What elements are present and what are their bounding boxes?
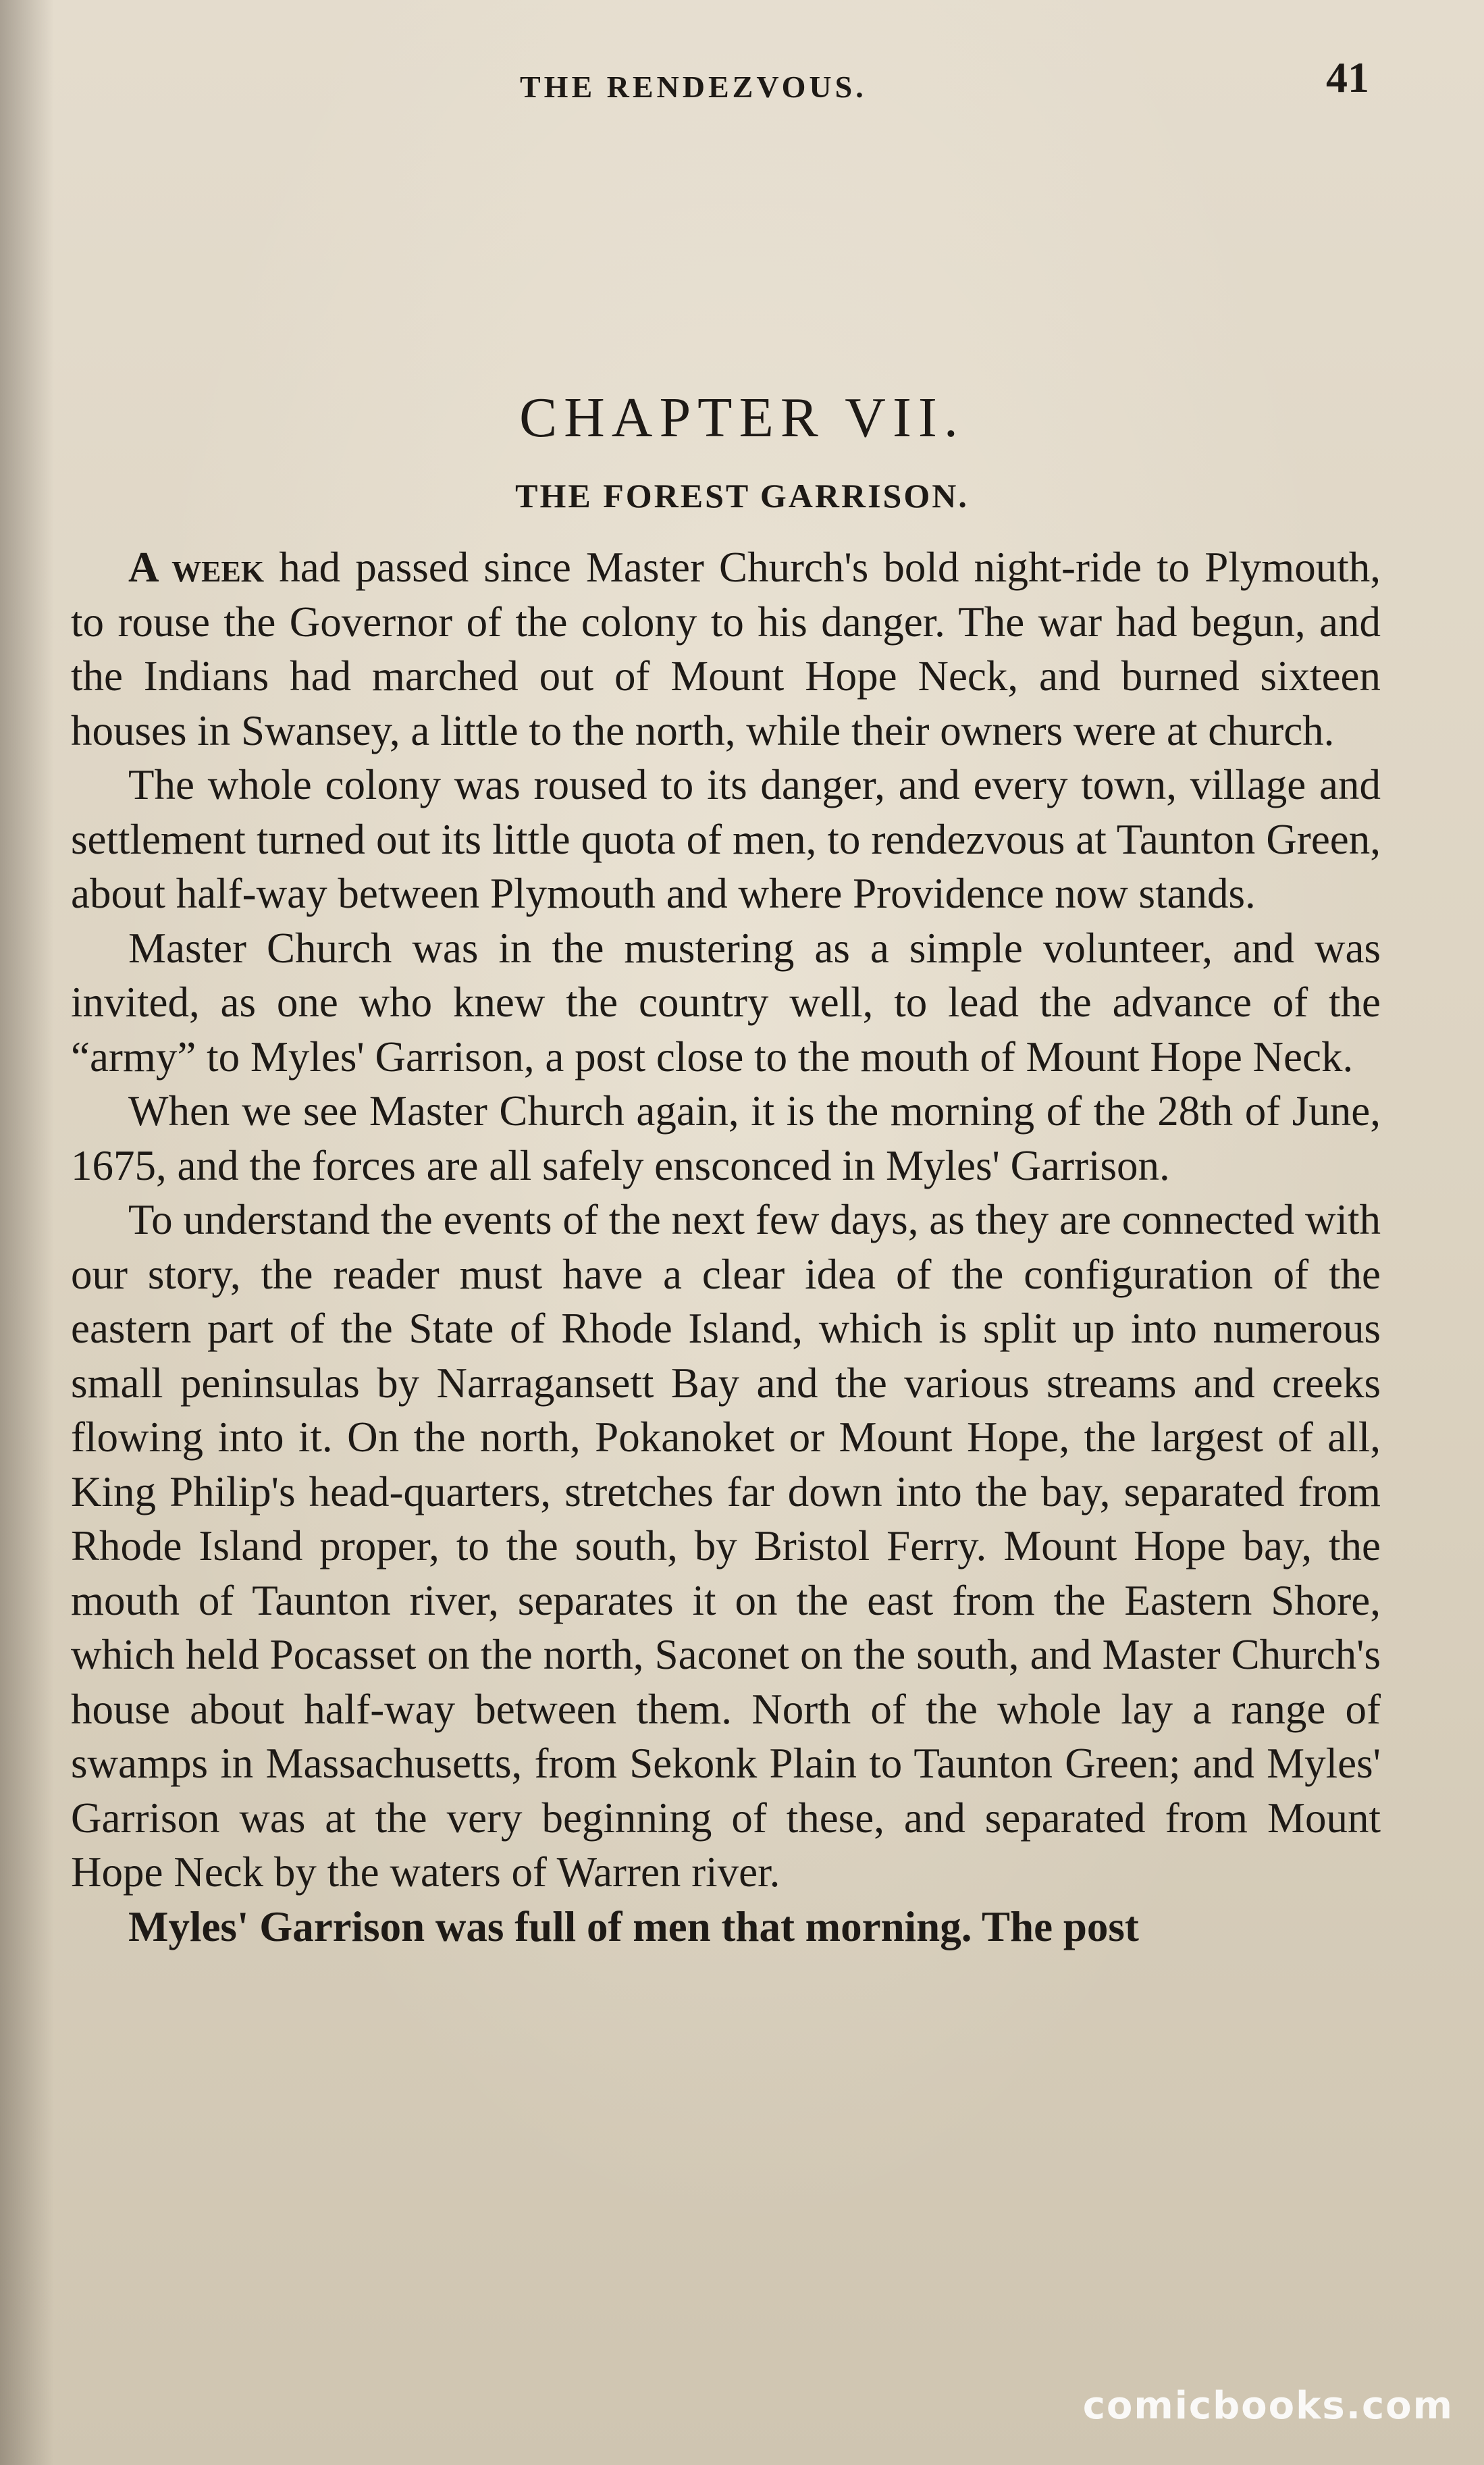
chapter-subtitle: THE FOREST GARRISON. — [515, 477, 969, 515]
watermark: comicbooks.com — [1082, 2384, 1454, 2428]
running-head: THE RENDEZVOUS. — [520, 70, 867, 104]
paragraph-text: To understand the events of the next few days, as they are connected with our story, the reader must have a clear idea of the configuration of the eastern part of the State of Rhode Island, which is split up into numerous small peninsulas by Narragansett Bay and the various streams and creeks flowing into it. On the north, Pokanoket or Mount Hope, the largest of all, King Philip's head-quarters, stretches far down into the bay, separated from Rhode Island proper, to the south, by Bristol Ferry. Mount Hope bay, the mouth of Taunton river, separates it on the east from the Eastern Shore, which held Pocasset on the north, Saconet on the south, and Master Church's house about half-way between them. North of the whole lay a range of swamps in Massachusetts, from Sekonk Plain to Taunton Green; and Myles' Garrison was at the very beginning of these, and separated from Mount Hope Neck by the waters of Warren river. — [71, 1196, 1381, 1896]
paragraph — [71, 1084, 1381, 1193]
paragraph-lead-words: A week — [128, 544, 265, 591]
paragraph — [71, 540, 1381, 758]
chapter-title: CHAPTER VII. — [519, 386, 965, 449]
paragraph-text: Myles' Garrison was full of men that morning. The post — [128, 1902, 1139, 1950]
page-gutter-shadow — [0, 0, 54, 2465]
page-number: 41 — [1326, 53, 1369, 101]
paragraph — [71, 1900, 1381, 1954]
paragraph-text: When we see Master Church again, it is the morning of the 28th of June, 1675, and the forces are all safely ensconced in Myles' Garrison. — [71, 1087, 1381, 1189]
paragraph — [71, 921, 1381, 1085]
paragraph — [71, 758, 1381, 921]
paragraph-text: had passed since Master Church's bold night-ride to Plymouth, to rouse the Governor of the colony to his danger. The war had begun, and the Indians had marched out of Mount Hope Neck, and burned sixteen houses in Swansey, a little to the north, while their owners were at church. — [71, 544, 1381, 754]
paragraph-text: The whole colony was roused to its danger, and every town, village and settlement turned out its little quota of men, to rendezvous at Taunton Green, about half-way between Plymouth and where Providence now stands. — [71, 761, 1381, 917]
body-text — [71, 540, 1381, 1954]
paragraph-text: Master Church was in the mustering as a simple volunteer, and was invited, as one who knew the country well, to lead the advance of the “army” to Myles' Garrison, a post close to the mouth of Mount Hope Neck. — [71, 924, 1381, 1081]
paragraph — [71, 1193, 1381, 1900]
